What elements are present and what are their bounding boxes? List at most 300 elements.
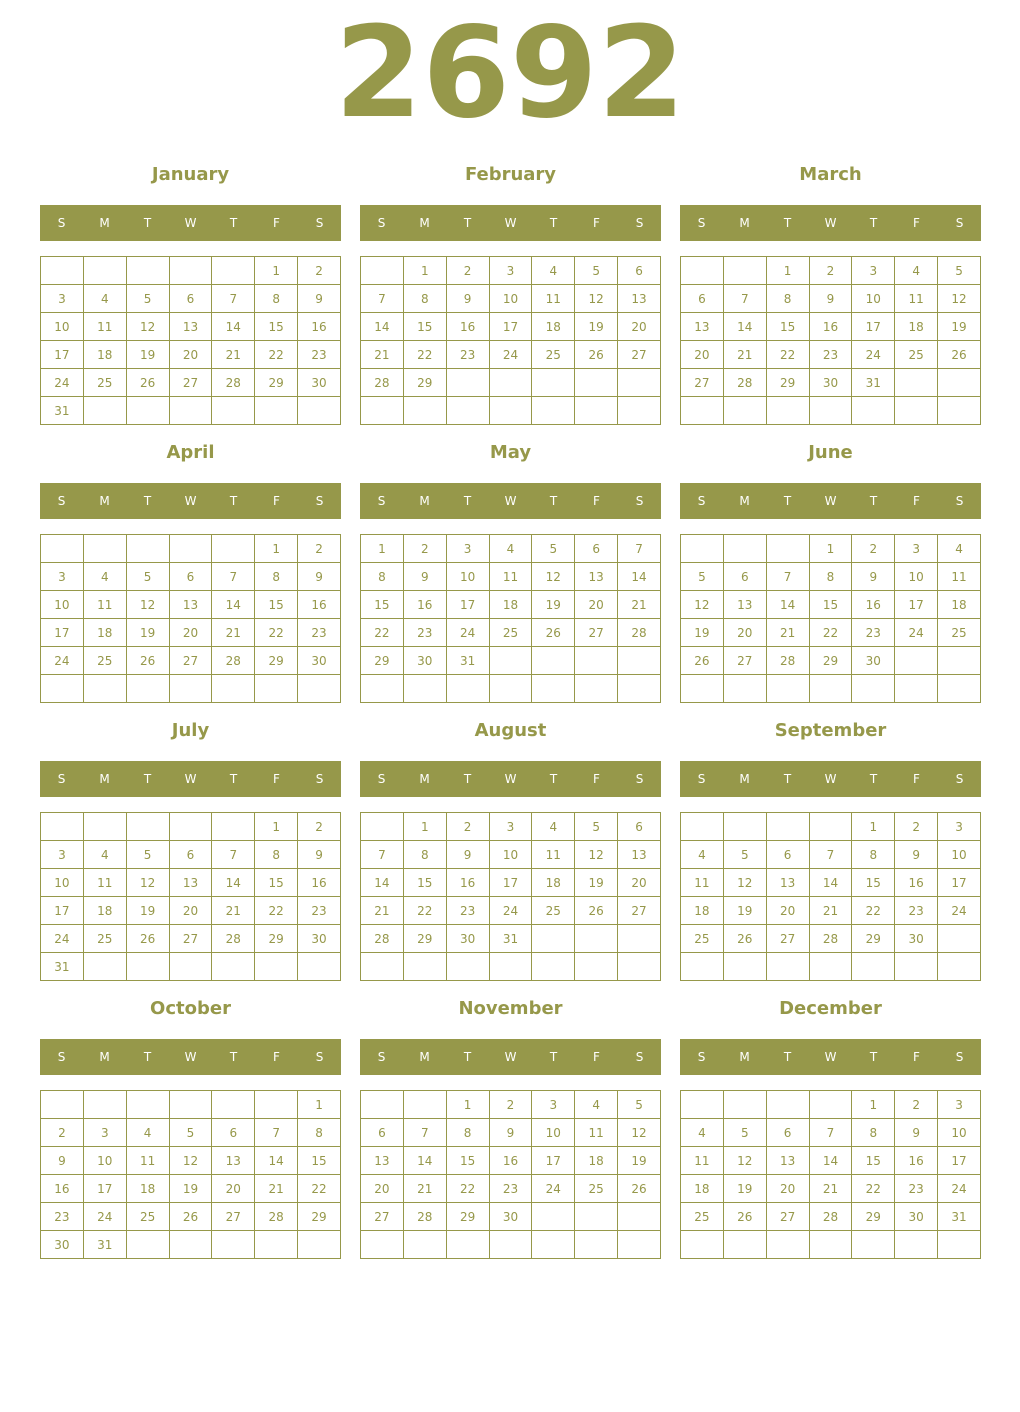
empty-cell (575, 369, 618, 397)
weekday-label: S (697, 216, 706, 230)
empty-cell (169, 813, 212, 841)
day-cell: 5 (575, 813, 618, 841)
empty-cell (575, 647, 618, 675)
day-cell: 1 (255, 535, 298, 563)
empty-cell (83, 953, 126, 981)
empty-cell (766, 535, 809, 563)
week-row (361, 591, 661, 619)
empty-cell (766, 675, 809, 703)
day-cell: 13 (169, 869, 212, 897)
day-cell: 26 (126, 647, 169, 675)
day-cell: 16 (446, 313, 489, 341)
month-name: May (489, 442, 532, 463)
day-cell: 10 (489, 841, 532, 869)
week-row (681, 591, 981, 619)
day-cell: 4 (895, 257, 938, 285)
empty-cell (403, 953, 446, 981)
day-cell: 23 (298, 341, 341, 369)
weekday-header (680, 483, 981, 519)
empty-cell (255, 953, 298, 981)
weekday-label: W (824, 494, 837, 508)
weekday-label: M (739, 216, 750, 230)
weekday-label: S (635, 1050, 644, 1064)
empty-cell (361, 953, 404, 981)
day-cell: 6 (618, 813, 661, 841)
day-cell: 30 (298, 647, 341, 675)
weekday-label: T (143, 772, 152, 786)
day-cell: 14 (809, 869, 852, 897)
month-name: January (151, 164, 230, 185)
day-cell: 13 (618, 285, 661, 313)
empty-cell (895, 1231, 938, 1259)
empty-cell (723, 1091, 766, 1119)
day-cell: 25 (532, 897, 575, 925)
weekday-label: M (419, 772, 430, 786)
empty-cell (681, 257, 724, 285)
weekday-label: F (273, 772, 280, 786)
year-title: 2692 (334, 0, 686, 146)
day-cell: 17 (895, 591, 938, 619)
day-cell: 4 (532, 257, 575, 285)
weekday-label: M (99, 494, 110, 508)
day-cell: 5 (126, 563, 169, 591)
empty-cell (723, 675, 766, 703)
day-cell: 5 (618, 1091, 661, 1119)
day-cell: 3 (489, 257, 532, 285)
weekday-label: T (869, 1050, 878, 1064)
day-cell: 29 (298, 1203, 341, 1231)
day-cell: 6 (169, 285, 212, 313)
day-cell: 26 (126, 925, 169, 953)
empty-cell (532, 675, 575, 703)
day-cell: 13 (575, 563, 618, 591)
day-cell: 10 (41, 313, 84, 341)
day-cell: 28 (403, 1203, 446, 1231)
empty-cell (938, 369, 981, 397)
empty-cell (41, 1091, 84, 1119)
empty-cell (361, 257, 404, 285)
empty-cell (938, 647, 981, 675)
day-cell: 30 (809, 369, 852, 397)
empty-cell (126, 1231, 169, 1259)
day-cell: 15 (766, 313, 809, 341)
day-cell: 3 (41, 563, 84, 591)
day-cell: 14 (809, 1147, 852, 1175)
empty-cell (809, 813, 852, 841)
day-cell: 9 (446, 841, 489, 869)
day-cell: 24 (895, 619, 938, 647)
weekday-label: M (99, 216, 110, 230)
day-cell: 7 (212, 285, 255, 313)
empty-cell (532, 397, 575, 425)
weekday-label: S (955, 1050, 964, 1064)
empty-cell (532, 1203, 575, 1231)
day-cell: 27 (766, 925, 809, 953)
weekday-label: S (377, 216, 386, 230)
empty-cell (489, 397, 532, 425)
day-cell: 11 (895, 285, 938, 313)
month-name: October (150, 998, 231, 1019)
day-cell: 14 (255, 1147, 298, 1175)
day-cell: 20 (723, 619, 766, 647)
day-cell: 6 (723, 563, 766, 591)
month-name: February (464, 164, 557, 185)
day-cell: 27 (681, 369, 724, 397)
empty-cell (83, 397, 126, 425)
empty-cell (809, 1091, 852, 1119)
weekday-label: F (273, 216, 280, 230)
day-cell: 3 (41, 285, 84, 313)
day-cell: 12 (532, 563, 575, 591)
week-row (361, 1231, 661, 1259)
weekday-label: W (824, 1050, 837, 1064)
empty-cell (618, 369, 661, 397)
day-cell: 22 (255, 897, 298, 925)
day-cell: 11 (938, 563, 981, 591)
empty-cell (126, 1091, 169, 1119)
day-grid (40, 256, 341, 425)
week-row (361, 675, 661, 703)
empty-cell (212, 813, 255, 841)
day-cell: 8 (255, 285, 298, 313)
empty-cell (895, 953, 938, 981)
day-cell: 11 (681, 1147, 724, 1175)
day-cell: 27 (618, 897, 661, 925)
day-cell: 18 (681, 897, 724, 925)
weekday-label: M (99, 772, 110, 786)
day-cell: 15 (255, 869, 298, 897)
weekday-header (40, 761, 341, 797)
day-cell: 19 (575, 313, 618, 341)
week-row (41, 1091, 341, 1119)
day-cell: 16 (446, 869, 489, 897)
day-cell: 14 (361, 869, 404, 897)
day-cell: 7 (361, 285, 404, 313)
day-cell: 24 (852, 341, 895, 369)
day-cell: 8 (766, 285, 809, 313)
day-cell: 30 (298, 925, 341, 953)
week-row (681, 285, 981, 313)
day-cell: 5 (126, 841, 169, 869)
month-name: April (166, 442, 215, 463)
empty-cell (681, 813, 724, 841)
empty-cell (83, 257, 126, 285)
day-cell: 13 (618, 841, 661, 869)
week-row (681, 813, 981, 841)
weekday-header (680, 1039, 981, 1075)
day-cell: 18 (83, 897, 126, 925)
weekday-label: F (593, 1050, 600, 1064)
week-row (681, 397, 981, 425)
day-cell: 15 (852, 1147, 895, 1175)
day-cell: 1 (361, 535, 404, 563)
day-cell: 12 (575, 285, 618, 313)
empty-cell (361, 397, 404, 425)
day-cell: 7 (212, 841, 255, 869)
weekday-label: F (593, 494, 600, 508)
empty-cell (41, 257, 84, 285)
month-october (40, 996, 341, 1252)
day-cell: 19 (126, 897, 169, 925)
empty-cell (532, 953, 575, 981)
month-january (40, 162, 341, 418)
day-cell: 24 (83, 1203, 126, 1231)
day-cell: 27 (361, 1203, 404, 1231)
weekday-label: T (783, 1050, 792, 1064)
weekday-label: W (184, 1050, 197, 1064)
day-cell: 23 (489, 1175, 532, 1203)
weekday-label: T (783, 216, 792, 230)
day-cell: 25 (489, 619, 532, 647)
day-cell: 18 (489, 591, 532, 619)
empty-cell (575, 1231, 618, 1259)
day-grid (360, 812, 661, 981)
day-cell: 7 (723, 285, 766, 313)
day-cell: 28 (212, 369, 255, 397)
day-cell: 12 (126, 313, 169, 341)
empty-cell (255, 675, 298, 703)
weekday-label: S (955, 216, 964, 230)
day-cell: 25 (938, 619, 981, 647)
empty-cell (126, 535, 169, 563)
week-row (361, 563, 661, 591)
empty-cell (938, 675, 981, 703)
day-cell: 6 (212, 1119, 255, 1147)
empty-cell (212, 535, 255, 563)
day-cell: 8 (361, 563, 404, 591)
weekday-label: T (229, 1050, 238, 1064)
weekday-label: S (57, 1050, 66, 1064)
day-cell: 27 (169, 925, 212, 953)
week-row (681, 257, 981, 285)
weekday-label: W (184, 216, 197, 230)
week-row (41, 341, 341, 369)
week-row (681, 647, 981, 675)
empty-cell (809, 1231, 852, 1259)
day-cell: 13 (169, 313, 212, 341)
empty-cell (852, 675, 895, 703)
empty-cell (489, 675, 532, 703)
day-cell: 6 (169, 841, 212, 869)
weekday-label: T (783, 494, 792, 508)
day-cell: 20 (575, 591, 618, 619)
day-cell: 5 (169, 1119, 212, 1147)
week-row (41, 813, 341, 841)
week-row (41, 869, 341, 897)
day-cell: 9 (852, 563, 895, 591)
empty-cell (83, 1091, 126, 1119)
day-cell: 17 (41, 619, 84, 647)
day-cell: 2 (298, 535, 341, 563)
day-cell: 27 (169, 647, 212, 675)
day-cell: 16 (41, 1175, 84, 1203)
day-cell: 15 (446, 1147, 489, 1175)
day-cell: 5 (126, 285, 169, 313)
day-grid (680, 1090, 981, 1259)
day-cell: 22 (852, 1175, 895, 1203)
day-cell: 28 (361, 925, 404, 953)
weekday-label: S (955, 494, 964, 508)
day-cell: 15 (403, 313, 446, 341)
day-cell: 1 (403, 257, 446, 285)
day-cell: 13 (169, 591, 212, 619)
day-cell: 10 (446, 563, 489, 591)
day-cell: 22 (361, 619, 404, 647)
empty-cell (169, 1091, 212, 1119)
empty-cell (809, 675, 852, 703)
weekday-header (360, 1039, 661, 1075)
month-name: September (774, 720, 887, 741)
day-cell: 10 (41, 591, 84, 619)
day-cell: 3 (938, 1091, 981, 1119)
day-cell: 4 (532, 813, 575, 841)
day-cell: 1 (852, 1091, 895, 1119)
day-cell: 1 (809, 535, 852, 563)
day-cell: 26 (532, 619, 575, 647)
empty-cell (126, 675, 169, 703)
week-row (681, 897, 981, 925)
day-cell: 8 (255, 563, 298, 591)
day-cell: 3 (895, 535, 938, 563)
week-row (361, 869, 661, 897)
day-cell: 11 (532, 841, 575, 869)
day-cell: 16 (298, 313, 341, 341)
day-grid (680, 534, 981, 703)
month-june (680, 440, 981, 668)
day-cell: 22 (766, 341, 809, 369)
day-grid (680, 256, 981, 425)
day-cell: 11 (532, 285, 575, 313)
day-cell: 9 (809, 285, 852, 313)
empty-cell (618, 953, 661, 981)
day-cell: 2 (298, 813, 341, 841)
empty-cell (446, 369, 489, 397)
day-cell: 16 (298, 869, 341, 897)
day-cell: 30 (895, 925, 938, 953)
day-cell: 20 (618, 313, 661, 341)
day-cell: 9 (298, 285, 341, 313)
month-april (40, 440, 341, 668)
weekday-label: T (869, 494, 878, 508)
day-cell: 21 (255, 1175, 298, 1203)
weekday-label: W (824, 216, 837, 230)
day-cell: 16 (895, 1147, 938, 1175)
day-cell: 2 (446, 813, 489, 841)
empty-cell (212, 1231, 255, 1259)
week-row (41, 925, 341, 953)
day-cell: 9 (446, 285, 489, 313)
weekday-label: F (913, 216, 920, 230)
day-cell: 2 (41, 1119, 84, 1147)
empty-cell (255, 1231, 298, 1259)
empty-cell (298, 1231, 341, 1259)
day-grid (360, 256, 661, 425)
day-cell: 26 (575, 341, 618, 369)
week-row (361, 897, 661, 925)
week-row (41, 619, 341, 647)
empty-cell (403, 1091, 446, 1119)
empty-cell (403, 397, 446, 425)
day-cell: 27 (169, 369, 212, 397)
day-cell: 2 (446, 257, 489, 285)
day-cell: 18 (532, 869, 575, 897)
weekday-label: S (697, 494, 706, 508)
day-cell: 31 (83, 1231, 126, 1259)
day-cell: 17 (489, 313, 532, 341)
day-cell: 23 (403, 619, 446, 647)
day-cell: 22 (403, 341, 446, 369)
day-cell: 10 (41, 869, 84, 897)
day-cell: 23 (809, 341, 852, 369)
day-cell: 29 (255, 647, 298, 675)
day-cell: 28 (809, 925, 852, 953)
weekday-label: M (739, 1050, 750, 1064)
week-row (681, 1203, 981, 1231)
empty-cell (361, 675, 404, 703)
week-row (361, 313, 661, 341)
weekday-label: W (184, 494, 197, 508)
day-cell: 29 (852, 1203, 895, 1231)
day-cell: 16 (298, 591, 341, 619)
weekday-label: T (463, 1050, 472, 1064)
day-cell: 7 (809, 841, 852, 869)
month-february (360, 162, 661, 390)
empty-cell (938, 925, 981, 953)
day-cell: 21 (809, 897, 852, 925)
day-cell: 24 (938, 1175, 981, 1203)
day-cell: 30 (298, 369, 341, 397)
empty-cell (766, 953, 809, 981)
month-september (680, 718, 981, 946)
weekday-label: S (955, 772, 964, 786)
day-cell: 4 (575, 1091, 618, 1119)
weekday-label: F (273, 494, 280, 508)
day-cell: 16 (489, 1147, 532, 1175)
day-cell: 27 (618, 341, 661, 369)
day-cell: 29 (852, 925, 895, 953)
weekday-label: M (99, 1050, 110, 1064)
empty-cell (169, 535, 212, 563)
empty-cell (255, 1091, 298, 1119)
day-cell: 6 (169, 563, 212, 591)
day-cell: 25 (83, 369, 126, 397)
day-cell: 20 (681, 341, 724, 369)
week-row (361, 397, 661, 425)
day-cell: 16 (403, 591, 446, 619)
weekday-label: M (419, 1050, 430, 1064)
week-row (681, 953, 981, 981)
day-cell: 12 (126, 591, 169, 619)
empty-cell (681, 953, 724, 981)
day-cell: 30 (895, 1203, 938, 1231)
week-row (361, 1175, 661, 1203)
day-cell: 28 (618, 619, 661, 647)
week-row (41, 1147, 341, 1175)
day-cell: 24 (41, 925, 84, 953)
week-row (681, 675, 981, 703)
weekday-label: S (635, 216, 644, 230)
day-cell: 31 (938, 1203, 981, 1231)
empty-cell (489, 647, 532, 675)
day-cell: 6 (618, 257, 661, 285)
day-cell: 31 (446, 647, 489, 675)
empty-cell (169, 1231, 212, 1259)
day-cell: 31 (489, 925, 532, 953)
day-cell: 18 (126, 1175, 169, 1203)
day-cell: 10 (938, 841, 981, 869)
weekday-label: T (229, 494, 238, 508)
weekday-label: T (143, 216, 152, 230)
